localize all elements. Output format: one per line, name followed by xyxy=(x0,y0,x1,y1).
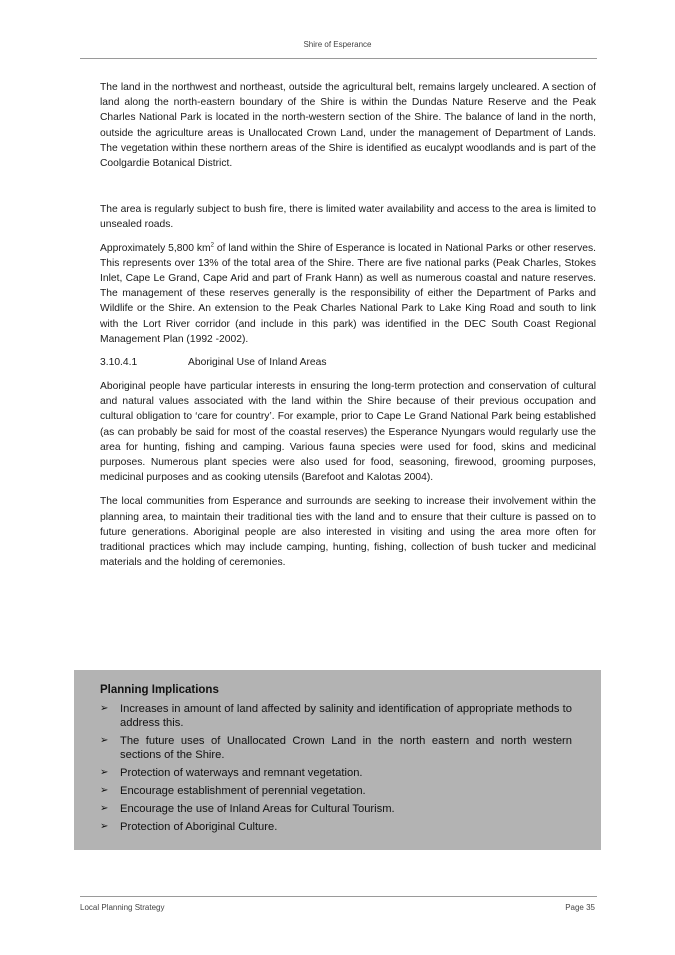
paragraph-national-parks xyxy=(100,241,596,347)
list-item xyxy=(100,784,572,798)
list-item-text: Encourage establishment of perennial vegetation. xyxy=(120,785,366,797)
planning-implications-list xyxy=(100,702,572,838)
planning-implications-title: Planning Implications xyxy=(100,684,219,696)
header-divider xyxy=(80,58,597,59)
list-item xyxy=(100,802,572,816)
planning-implications-box xyxy=(74,670,601,850)
section-heading xyxy=(100,355,596,370)
parks-text-end: of land within the Shire of Esperance is located in National Parks or other reserves. This represents over 13% of the total area of the Shire. There are five national parks (Peak Charles, Stokes Inlet, Cape Le Grand, Cape Arid and part of Frank Hann) as well as numerous coastal and nature reserves. The management of these reserves generally is the responsibility of either the Department of Parks and Wildlife or the Shire. An extension to the Peak Charles National Park to Lake King Road and south to link with the Lort River corridor (and include in this park) was identified in the DEC South Coast Regional Management Plan (1992 -2002). xyxy=(100,242,596,345)
list-item-text: Protection of waterways and remnant vegetation. xyxy=(120,767,363,779)
list-item-text: The future uses of Unallocated Crown Land in the north eastern and north western sections of the Shire. xyxy=(120,735,572,761)
paragraph-local-communities: The local communities from Esperance and surrounds are seeking to increase their involvement within the planning area, to maintain their traditional ties with the land and to ensure that their culture is passed on to future generations. Aboriginal people are also interested in visiting and using the area more often for traditional practices which may include camping, hunting, fishing, collection of bush tucker and medicinal materials and the holding of ceremonies. xyxy=(100,496,596,569)
arrow-bullet-icon: ➢ xyxy=(100,735,109,746)
arrow-bullet-icon: ➢ xyxy=(100,703,109,714)
list-item xyxy=(100,766,572,780)
list-item xyxy=(100,734,572,762)
list-item xyxy=(100,702,572,730)
section-number: 3.10.4.1 xyxy=(100,357,138,369)
arrow-bullet-icon: ➢ xyxy=(100,785,109,796)
page-header: Shire of Esperance xyxy=(303,40,372,49)
arrow-bullet-icon: ➢ xyxy=(100,767,109,778)
paragraph-bush-fire: The area is regularly subject to bush fire, there is limited water availability and access to the area is limited to unsealed roads. xyxy=(100,204,596,231)
arrow-bullet-icon: ➢ xyxy=(100,803,109,814)
list-item-text: Increases in amount of land affected by salinity and identification of appropriate methods to address this. xyxy=(120,703,572,729)
page-number: Page 35 xyxy=(565,903,595,912)
footer-divider xyxy=(80,896,597,897)
section-title: Aboriginal Use of Inland Areas xyxy=(188,357,327,369)
list-item-text: Encourage the use of Inland Areas for Cultural Tourism. xyxy=(120,803,395,815)
list-item-text: Protection of Aboriginal Culture. xyxy=(120,821,278,833)
paragraph-northern-land: The land in the northwest and northeast, outside the agricultural belt, remains largely uncleared. A section of land along the north-eastern boundary of the Shire is within the Dundas Nature Reserve and the Peak Charles National Park is located in the north-western section of the Shire. The balance of land in the north, outside the agriculture areas is Unallocated Crown Land, under the management of Department of Lands. The vegetation within these northern areas of the Shire is identified as eucalypt woodlands and is part of the Coolgardie Botanical District. xyxy=(100,82,596,170)
arrow-bullet-icon: ➢ xyxy=(100,821,109,832)
list-item xyxy=(100,820,572,834)
main-content xyxy=(100,80,596,570)
paragraph-aboriginal-interests: Aboriginal people have particular interests in ensuring the long-term protection and conservation of cultural and natural values associated with the land within the Shire because of their previous occupation and cultural obligation to ‘care for country’. For example, prior to Cape Le Grand National Park being established (as can probably be said for most of the coastal reserves) the Esperance Nyungars would regularly use the area for hunting, fishing and camping. Various fauna species were used for food, skins and medicinal purposes. Numerous plant species were also used for food, seasoning, firewood, grooming purposes, medicinal purposes and as cooking utensils (Barefoot and Kalotas 2004). xyxy=(100,381,596,484)
squared-superscript: 2 xyxy=(210,242,214,249)
footer-document-title: Local Planning Strategy xyxy=(80,903,165,912)
parks-text-start: Approximately 5,800 km xyxy=(100,242,211,254)
